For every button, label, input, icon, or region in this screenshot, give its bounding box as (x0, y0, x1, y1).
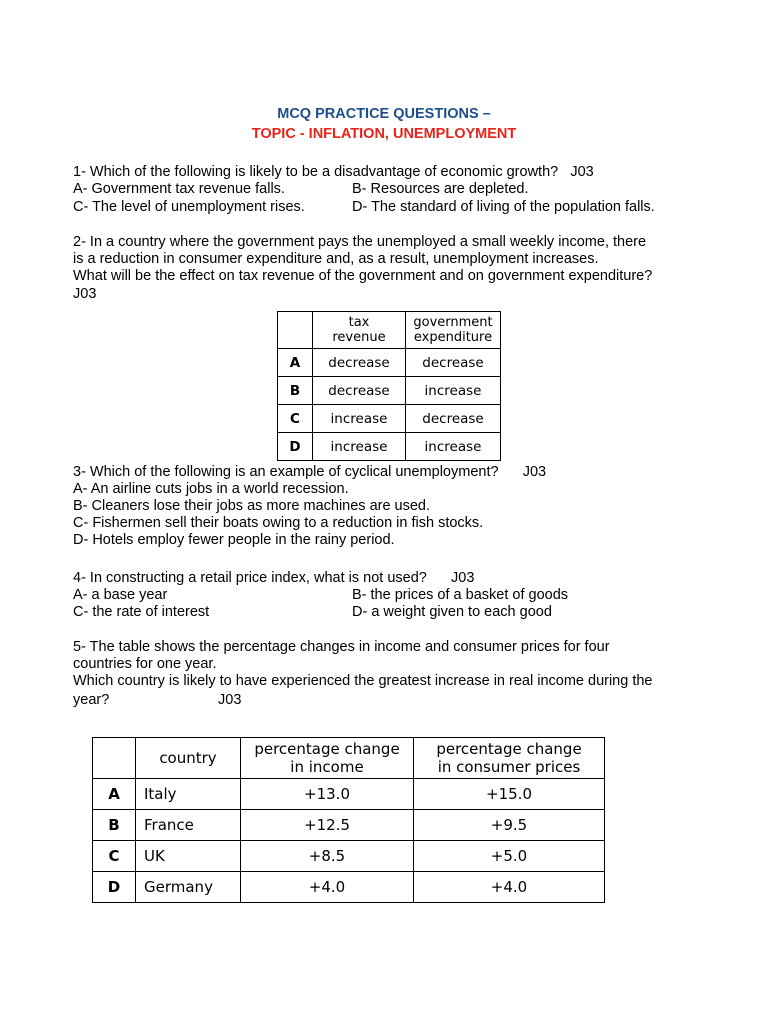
q1-code: J03 (570, 164, 594, 180)
cell-tax: increase (313, 433, 406, 461)
table-row (93, 872, 605, 903)
row-letter: A (278, 349, 313, 377)
cell-prices: +4.0 (414, 872, 605, 903)
row-letter: B (93, 810, 136, 841)
q1-option-b: B- Resources are depleted. (352, 181, 529, 197)
q5-line4: year? (73, 692, 110, 708)
cell-income: +13.0 (241, 779, 414, 810)
q5-table (92, 737, 605, 903)
q2-table-header (278, 312, 501, 349)
q2-line3: What will be the effect on tax revenue of the government and on government expenditure? (73, 268, 653, 284)
q1-option-a: A- Government tax revenue falls. (73, 181, 285, 197)
q2-header-gov: government expenditure (406, 312, 501, 349)
q3-option-d: D- Hotels employ fewer people in the rainy period. (73, 532, 395, 548)
q4-stem (73, 570, 474, 587)
q1-option-d: D- The standard of living of the population falls. (352, 199, 655, 215)
q5-table-header (93, 738, 605, 779)
q2-line1: 2- In a country where the government pays the unemployed a small weekly income, there (73, 234, 647, 250)
q2-table (277, 311, 501, 461)
table-row (278, 433, 501, 461)
cell-country: Germany (136, 872, 241, 903)
q2-line2: is a reduction in consumer expenditure and, as a result, unemployment increases. (73, 251, 599, 267)
q5-header-country: country (136, 738, 241, 779)
table-row (93, 841, 605, 872)
q1-stem (73, 164, 594, 181)
row-letter: A (93, 779, 136, 810)
row-letter: B (278, 377, 313, 405)
q3-stem-text: 3- Which of the following is an example of cyclical unemployment? (73, 464, 499, 480)
row-letter: C (93, 841, 136, 872)
q2-header-tax: tax revenue (313, 312, 406, 349)
q4-stem-text: 4- In constructing a retail price index, what is not used? (73, 570, 427, 586)
cell-gov: decrease (406, 349, 501, 377)
q5-table-corner (93, 738, 136, 779)
q1-stem-text: 1- Which of the following is likely to be a disadvantage of economic growth? (73, 164, 559, 180)
q3-option-c: C- Fishermen sell their boats owing to a reduction in fish stocks. (73, 515, 484, 531)
cell-gov: decrease (406, 405, 501, 433)
row-letter: C (278, 405, 313, 433)
cell-income: +12.5 (241, 810, 414, 841)
q5-code: J03 (218, 692, 242, 708)
cell-country: Italy (136, 779, 241, 810)
table-row (278, 349, 501, 377)
cell-country: UK (136, 841, 241, 872)
cell-gov: increase (406, 377, 501, 405)
q3-option-a: A- An airline cuts jobs in a world recession. (73, 481, 349, 497)
q5-line2: countries for one year. (73, 656, 217, 672)
table-row (278, 377, 501, 405)
q4-option-b: B- the prices of a basket of goods (352, 587, 569, 603)
table-row (93, 779, 605, 810)
q3-option-b: B- Cleaners lose their jobs as more machines are used. (73, 498, 431, 514)
q4-option-c: C- the rate of interest (73, 604, 210, 620)
q5-header-income: percentage change in income (241, 738, 414, 779)
q3-stem (73, 464, 546, 481)
cell-gov: increase (406, 433, 501, 461)
q5-line1: 5- The table shows the percentage changes in income and consumer prices for four (73, 639, 610, 655)
row-letter: D (278, 433, 313, 461)
cell-country: France (136, 810, 241, 841)
q4-option-d: D- a weight given to each good (352, 604, 552, 620)
cell-prices: +15.0 (414, 779, 605, 810)
cell-prices: +5.0 (414, 841, 605, 872)
table-row (278, 405, 501, 433)
cell-income: +4.0 (241, 872, 414, 903)
row-letter: D (93, 872, 136, 903)
table-row (93, 810, 605, 841)
page-title: MCQ PRACTICE QUESTIONS – (277, 106, 491, 122)
q2-table-corner (278, 312, 313, 349)
cell-tax: decrease (313, 377, 406, 405)
q4-code: J03 (451, 570, 475, 586)
q3-code: J03 (522, 464, 547, 480)
q4-option-a: A- a base year (73, 587, 168, 603)
q2-code: J03 (73, 286, 97, 302)
page-subtitle: TOPIC - INFLATION, UNEMPLOYMENT (251, 126, 517, 142)
q5-header-prices: percentage change in consumer prices (414, 738, 605, 779)
cell-income: +8.5 (241, 841, 414, 872)
q1-option-c: C- The level of unemployment rises. (73, 199, 305, 215)
cell-prices: +9.5 (414, 810, 605, 841)
cell-tax: decrease (313, 349, 406, 377)
q5-line3: Which country is likely to have experienced the greatest increase in real income during the (73, 673, 653, 689)
cell-tax: increase (313, 405, 406, 433)
